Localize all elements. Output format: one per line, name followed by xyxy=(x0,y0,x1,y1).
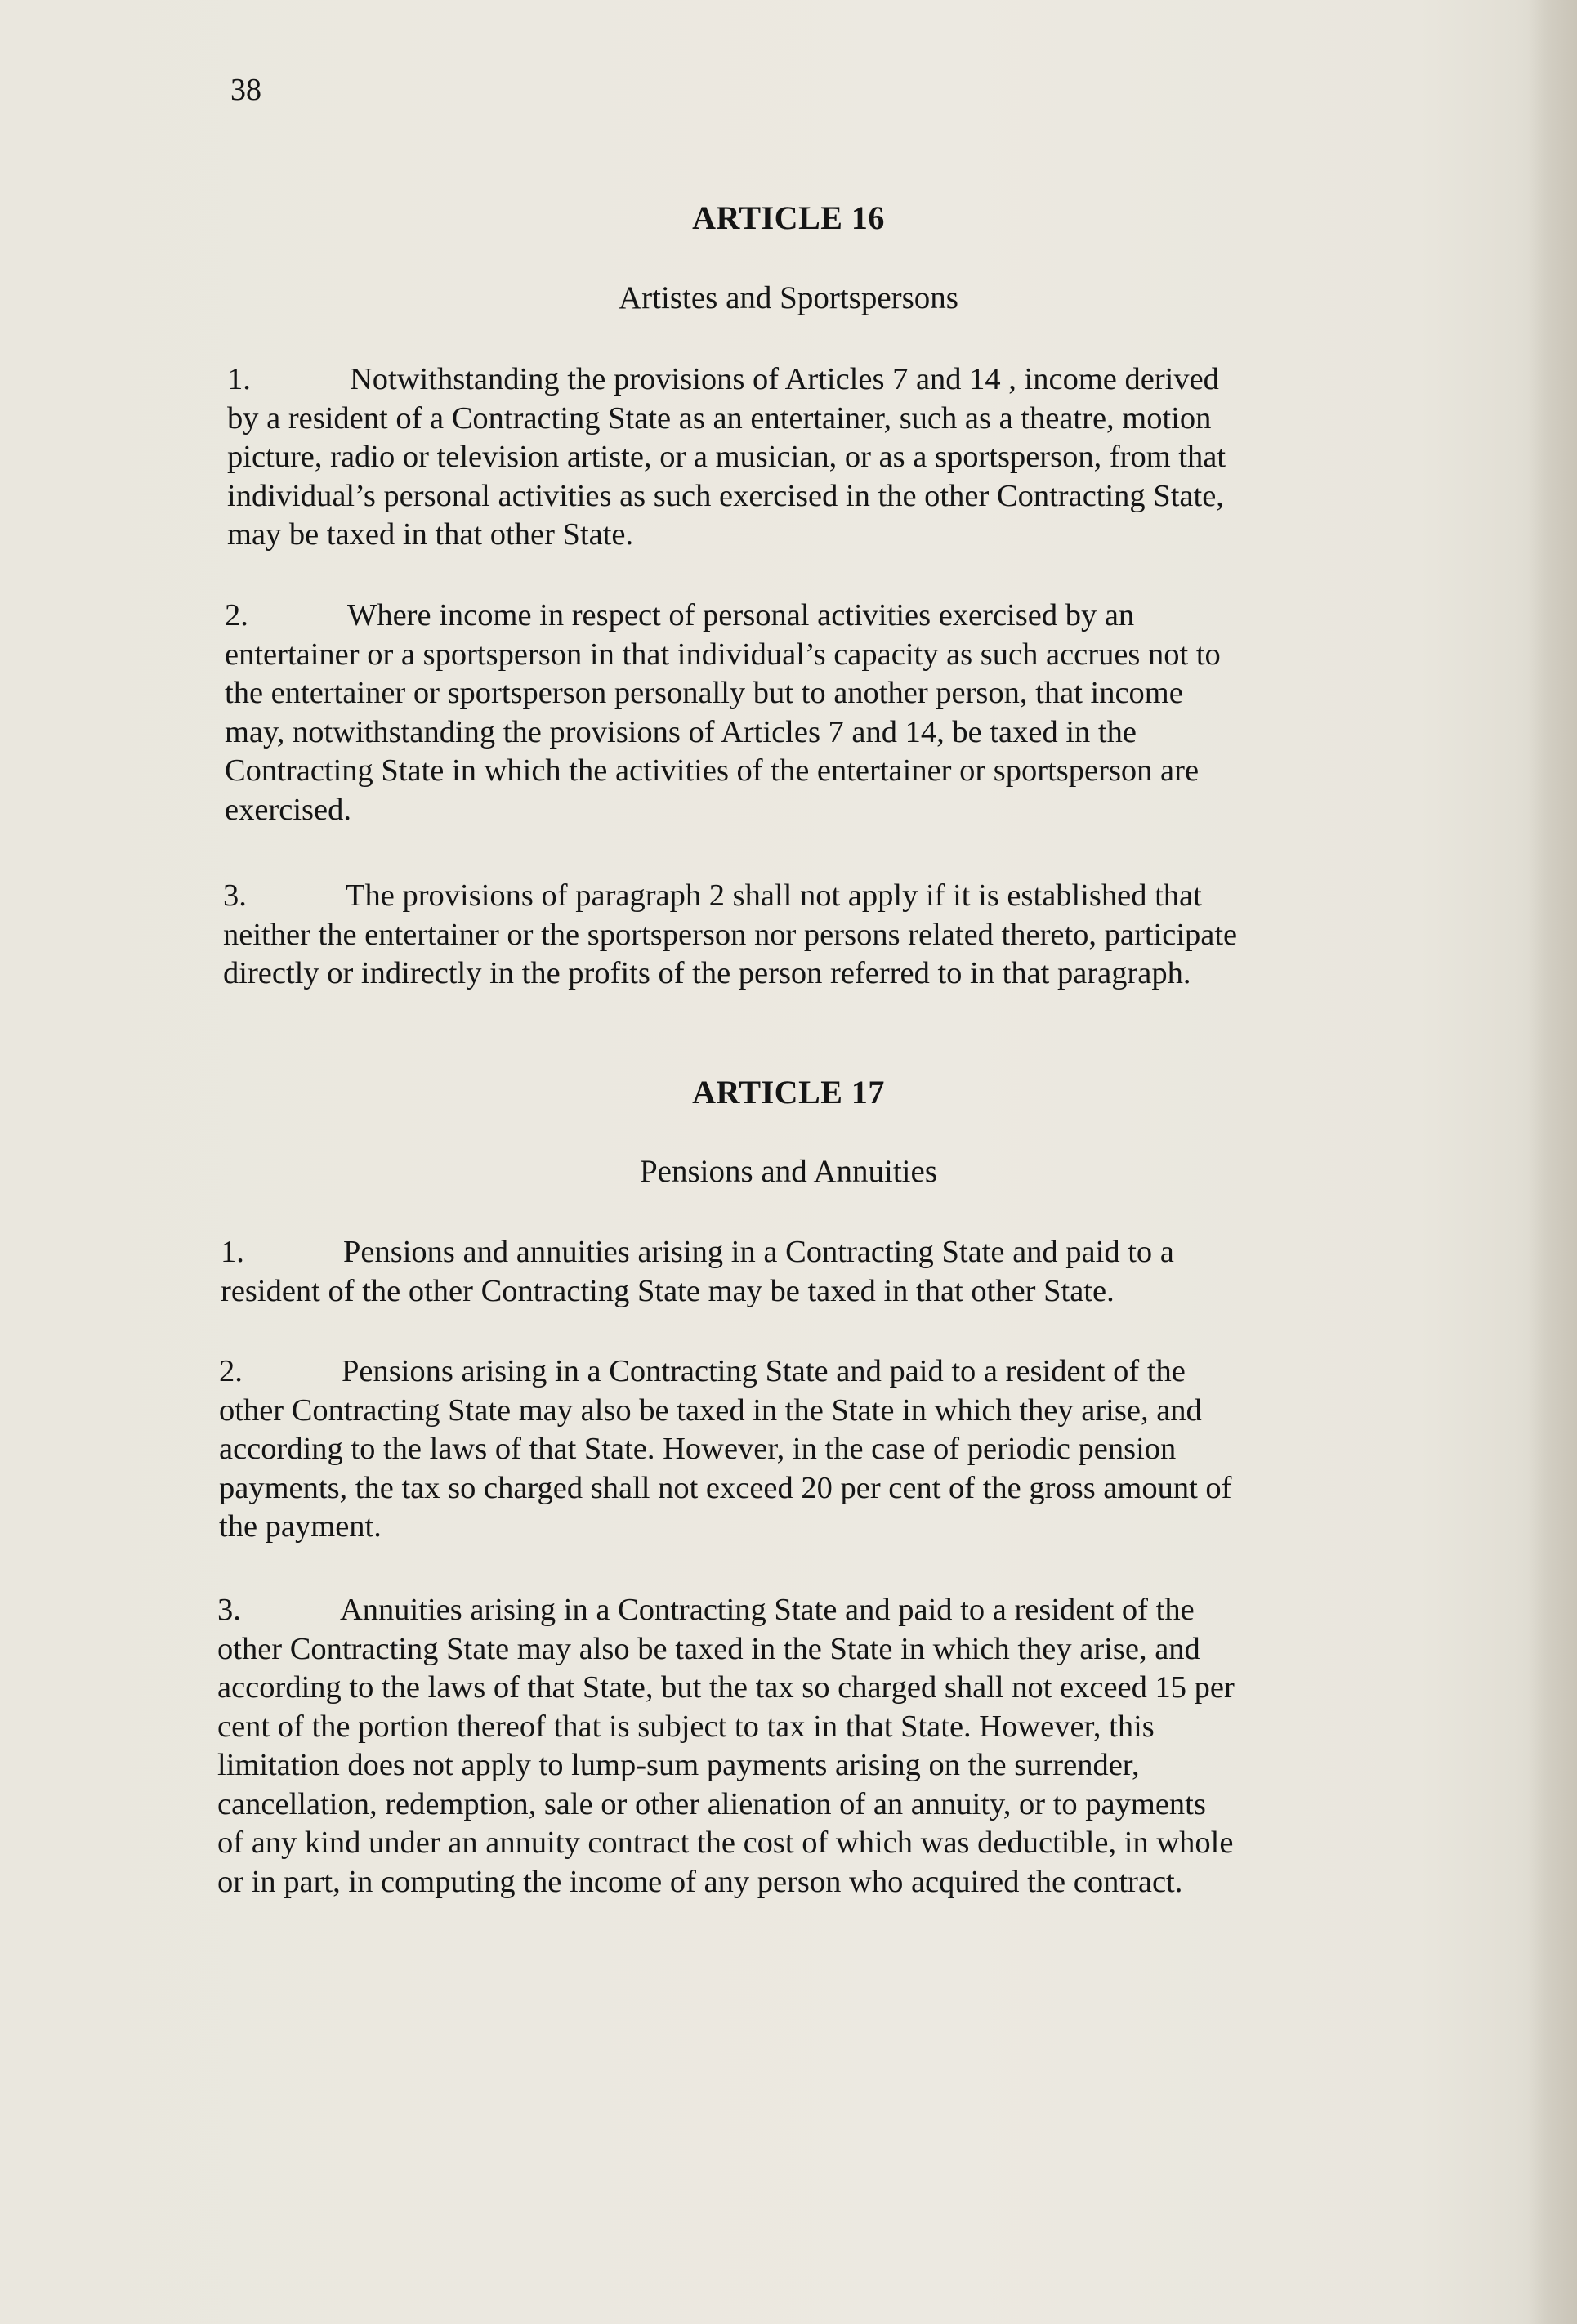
paragraph-number: 3. xyxy=(217,1593,241,1627)
paragraph-line: 2. Pensions arising in a Contracting State and paid to a resident of the xyxy=(219,1352,1231,1392)
paragraph xyxy=(223,877,1237,994)
paragraph-line: payments, the tax so charged shall not exceed 20 per cent of the gross amount of xyxy=(219,1470,1232,1505)
paragraph-line: of any kind under an annuity contract the cost of which was deductible, in whole xyxy=(217,1826,1234,1860)
paragraph xyxy=(219,1352,1231,1547)
paragraph-number: 2. xyxy=(225,598,248,632)
paragraph-line: other Contracting State may also be taxed in the State in which they arise, and xyxy=(217,1631,1200,1666)
paragraph xyxy=(225,597,1221,829)
paragraph-line: cancellation, redemption, sale or other alienation of an annuity, or to payments xyxy=(217,1786,1206,1821)
paragraph-line: or in part, in computing the income of any person who acquired the contract. xyxy=(217,1864,1183,1899)
paragraph-line: directly or indirectly in the profits of the person referred to in that paragraph. xyxy=(223,956,1191,990)
paragraph-line: 3. Annuities arising in a Contracting State and paid to a resident of the xyxy=(217,1591,1235,1630)
paragraph-line: the entertainer or sportsperson personally but to another person, that income xyxy=(225,676,1183,710)
paragraph-line: according to the laws of that State, but the tax so charged shall not exceed 15 per xyxy=(217,1670,1235,1705)
paragraph-line: cent of the portion thereof that is subject to tax in that State. However, this xyxy=(217,1709,1155,1744)
paragraph-line: exercised. xyxy=(225,792,351,827)
paragraph-line: picture, radio or television artiste, or a musician, or as a sportsperson, from that xyxy=(227,440,1226,474)
paragraph-line: Contracting State in which the activities of the entertainer or sportsperson are xyxy=(225,753,1200,788)
paragraph-number: 1. xyxy=(227,362,251,396)
paragraph-number: 3. xyxy=(223,878,247,913)
paragraph-line: resident of the other Contracting State may be taxed in that other State. xyxy=(221,1273,1115,1308)
page-number: 38 xyxy=(230,73,261,107)
paragraph-line: 1. Notwithstanding the provisions of Articles 7 and 14 , income derived xyxy=(227,360,1226,400)
article-title: Pensions and Annuities xyxy=(639,1154,937,1189)
paragraph-line: 3. The provisions of paragraph 2 shall not apply if it is established that xyxy=(223,877,1237,916)
paragraph-line: limitation does not apply to lump-sum payments arising on the surrender, xyxy=(217,1748,1140,1782)
paragraph-line: may be taxed in that other State. xyxy=(227,517,634,552)
paragraph-line: 1. Pensions and annuities arising in a Contracting State and paid to a xyxy=(221,1233,1174,1272)
paragraph-line: other Contracting State may also be taxed in the State in which they arise, and xyxy=(219,1392,1202,1428)
article-heading: ARTICLE 16 xyxy=(692,199,885,236)
paragraph-line: neither the entertainer or the sportsperson nor persons related thereto, participate xyxy=(223,917,1238,952)
paragraph-line: the payment. xyxy=(219,1509,382,1544)
paragraph-line: entertainer or a sportsperson in that individual’s capacity as such accrues not to xyxy=(225,637,1221,672)
paragraph-line: by a resident of a Contracting State as an entertainer, such as a theatre, motion xyxy=(227,400,1212,436)
paragraph xyxy=(217,1591,1235,1902)
paragraph-line: according to the laws of that State. However, in the case of periodic pension xyxy=(219,1432,1177,1466)
paragraph-number: 2. xyxy=(219,1354,243,1388)
article-title: Artistes and Sportspersons xyxy=(619,280,958,315)
paragraph-line: individual’s personal activities as such exercised in the other Contracting State, xyxy=(227,478,1224,513)
paragraph-number: 1. xyxy=(221,1235,244,1269)
paragraph-line: 2. Where income in respect of personal activities exercised by an xyxy=(225,597,1221,636)
article-heading: ARTICLE 17 xyxy=(692,1074,885,1111)
paragraph xyxy=(221,1233,1174,1311)
paragraph xyxy=(227,360,1226,555)
paragraph-line: may, notwithstanding the provisions of Articles 7 and 14, be taxed in the xyxy=(225,714,1137,749)
